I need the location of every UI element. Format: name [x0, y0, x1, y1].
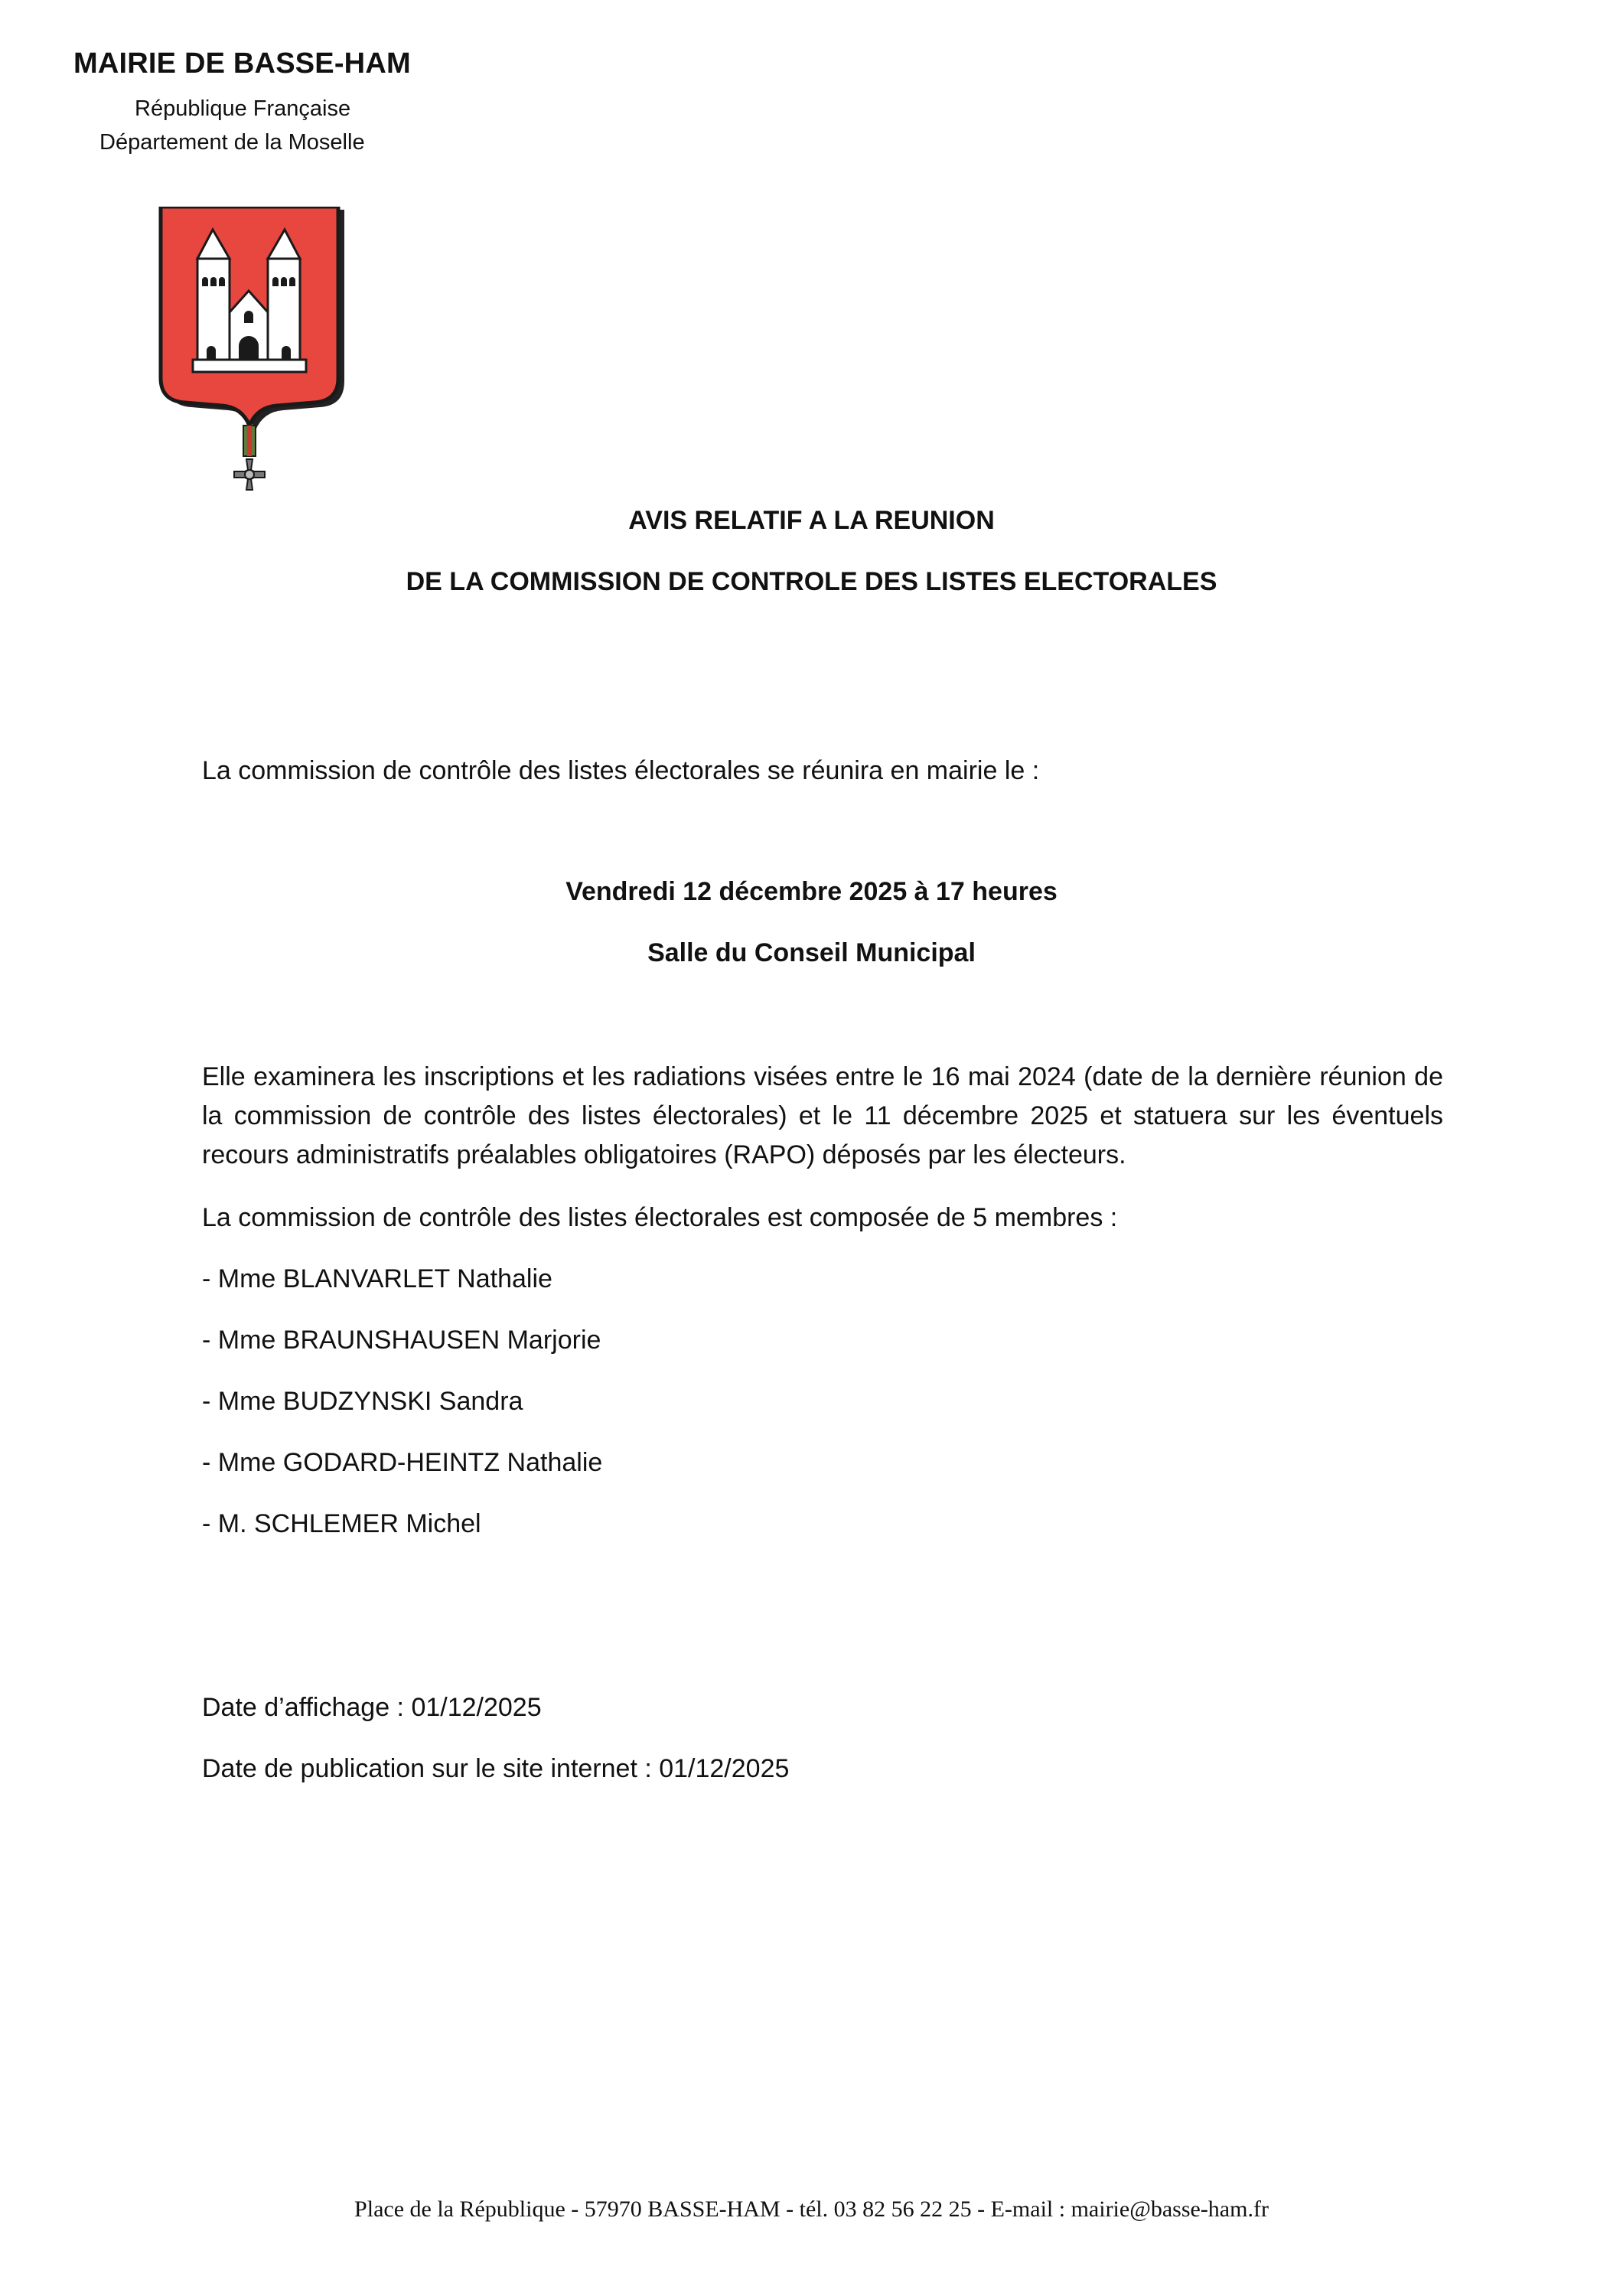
member-list-item: - Mme BUDZYNSKI Sandra — [202, 1387, 523, 1416]
composition-text: La commission de contrôle des listes électorales est composée de 5 membres : — [202, 1203, 1118, 1232]
member-list-item: - M. SCHLEMER Michel — [202, 1509, 481, 1538]
member-list-item: - Mme BRAUNSHAUSEN Marjorie — [202, 1326, 601, 1355]
date-affichage: Date d’affichage : 01/12/2025 — [202, 1693, 542, 1722]
mairie-title: MAIRIE DE BASSE-HAM — [73, 47, 411, 80]
coat-of-arms-icon — [156, 207, 347, 497]
footer-address: Place de la République - 57970 BASSE-HAM - tél. 03 82 56 22 25 - E-mail : mairie@basse-ham.fr — [354, 2197, 1269, 2222]
meeting-date: Vendredi 12 décembre 2025 à 17 heures — [565, 877, 1058, 906]
notice-title-line2: DE LA COMMISSION DE CONTROLE DES LISTES ELECTORALES — [406, 567, 1217, 596]
member-list-item: - Mme BLANVARLET Nathalie — [202, 1264, 552, 1293]
member-list-item: - Mme GODARD-HEINTZ Nathalie — [202, 1448, 603, 1477]
intro-text: La commission de contrôle des listes électorales se réunira en mairie le : — [202, 756, 1040, 785]
date-publication: Date de publication sur le site internet : 01/12/2025 — [202, 1754, 790, 1783]
notice-title-line1: AVIS RELATIF A LA REUNION — [628, 506, 995, 535]
meeting-place: Salle du Conseil Municipal — [647, 938, 976, 967]
republique-line: République Française — [135, 96, 351, 121]
description-paragraph: Elle examinera les inscriptions et les radiations visées entre le 16 mai 2024 (date de la dernière réunion de la commission de contrôle des listes électorales) et le 11 décembre 2025 et statuera sur les éventuels recours administratifs préalables obligatoires (RAPO) déposés par les électeurs. — [202, 1062, 1443, 1169]
coat-of-arms — [156, 207, 347, 497]
departement-line: Département de la Moselle — [99, 130, 365, 155]
